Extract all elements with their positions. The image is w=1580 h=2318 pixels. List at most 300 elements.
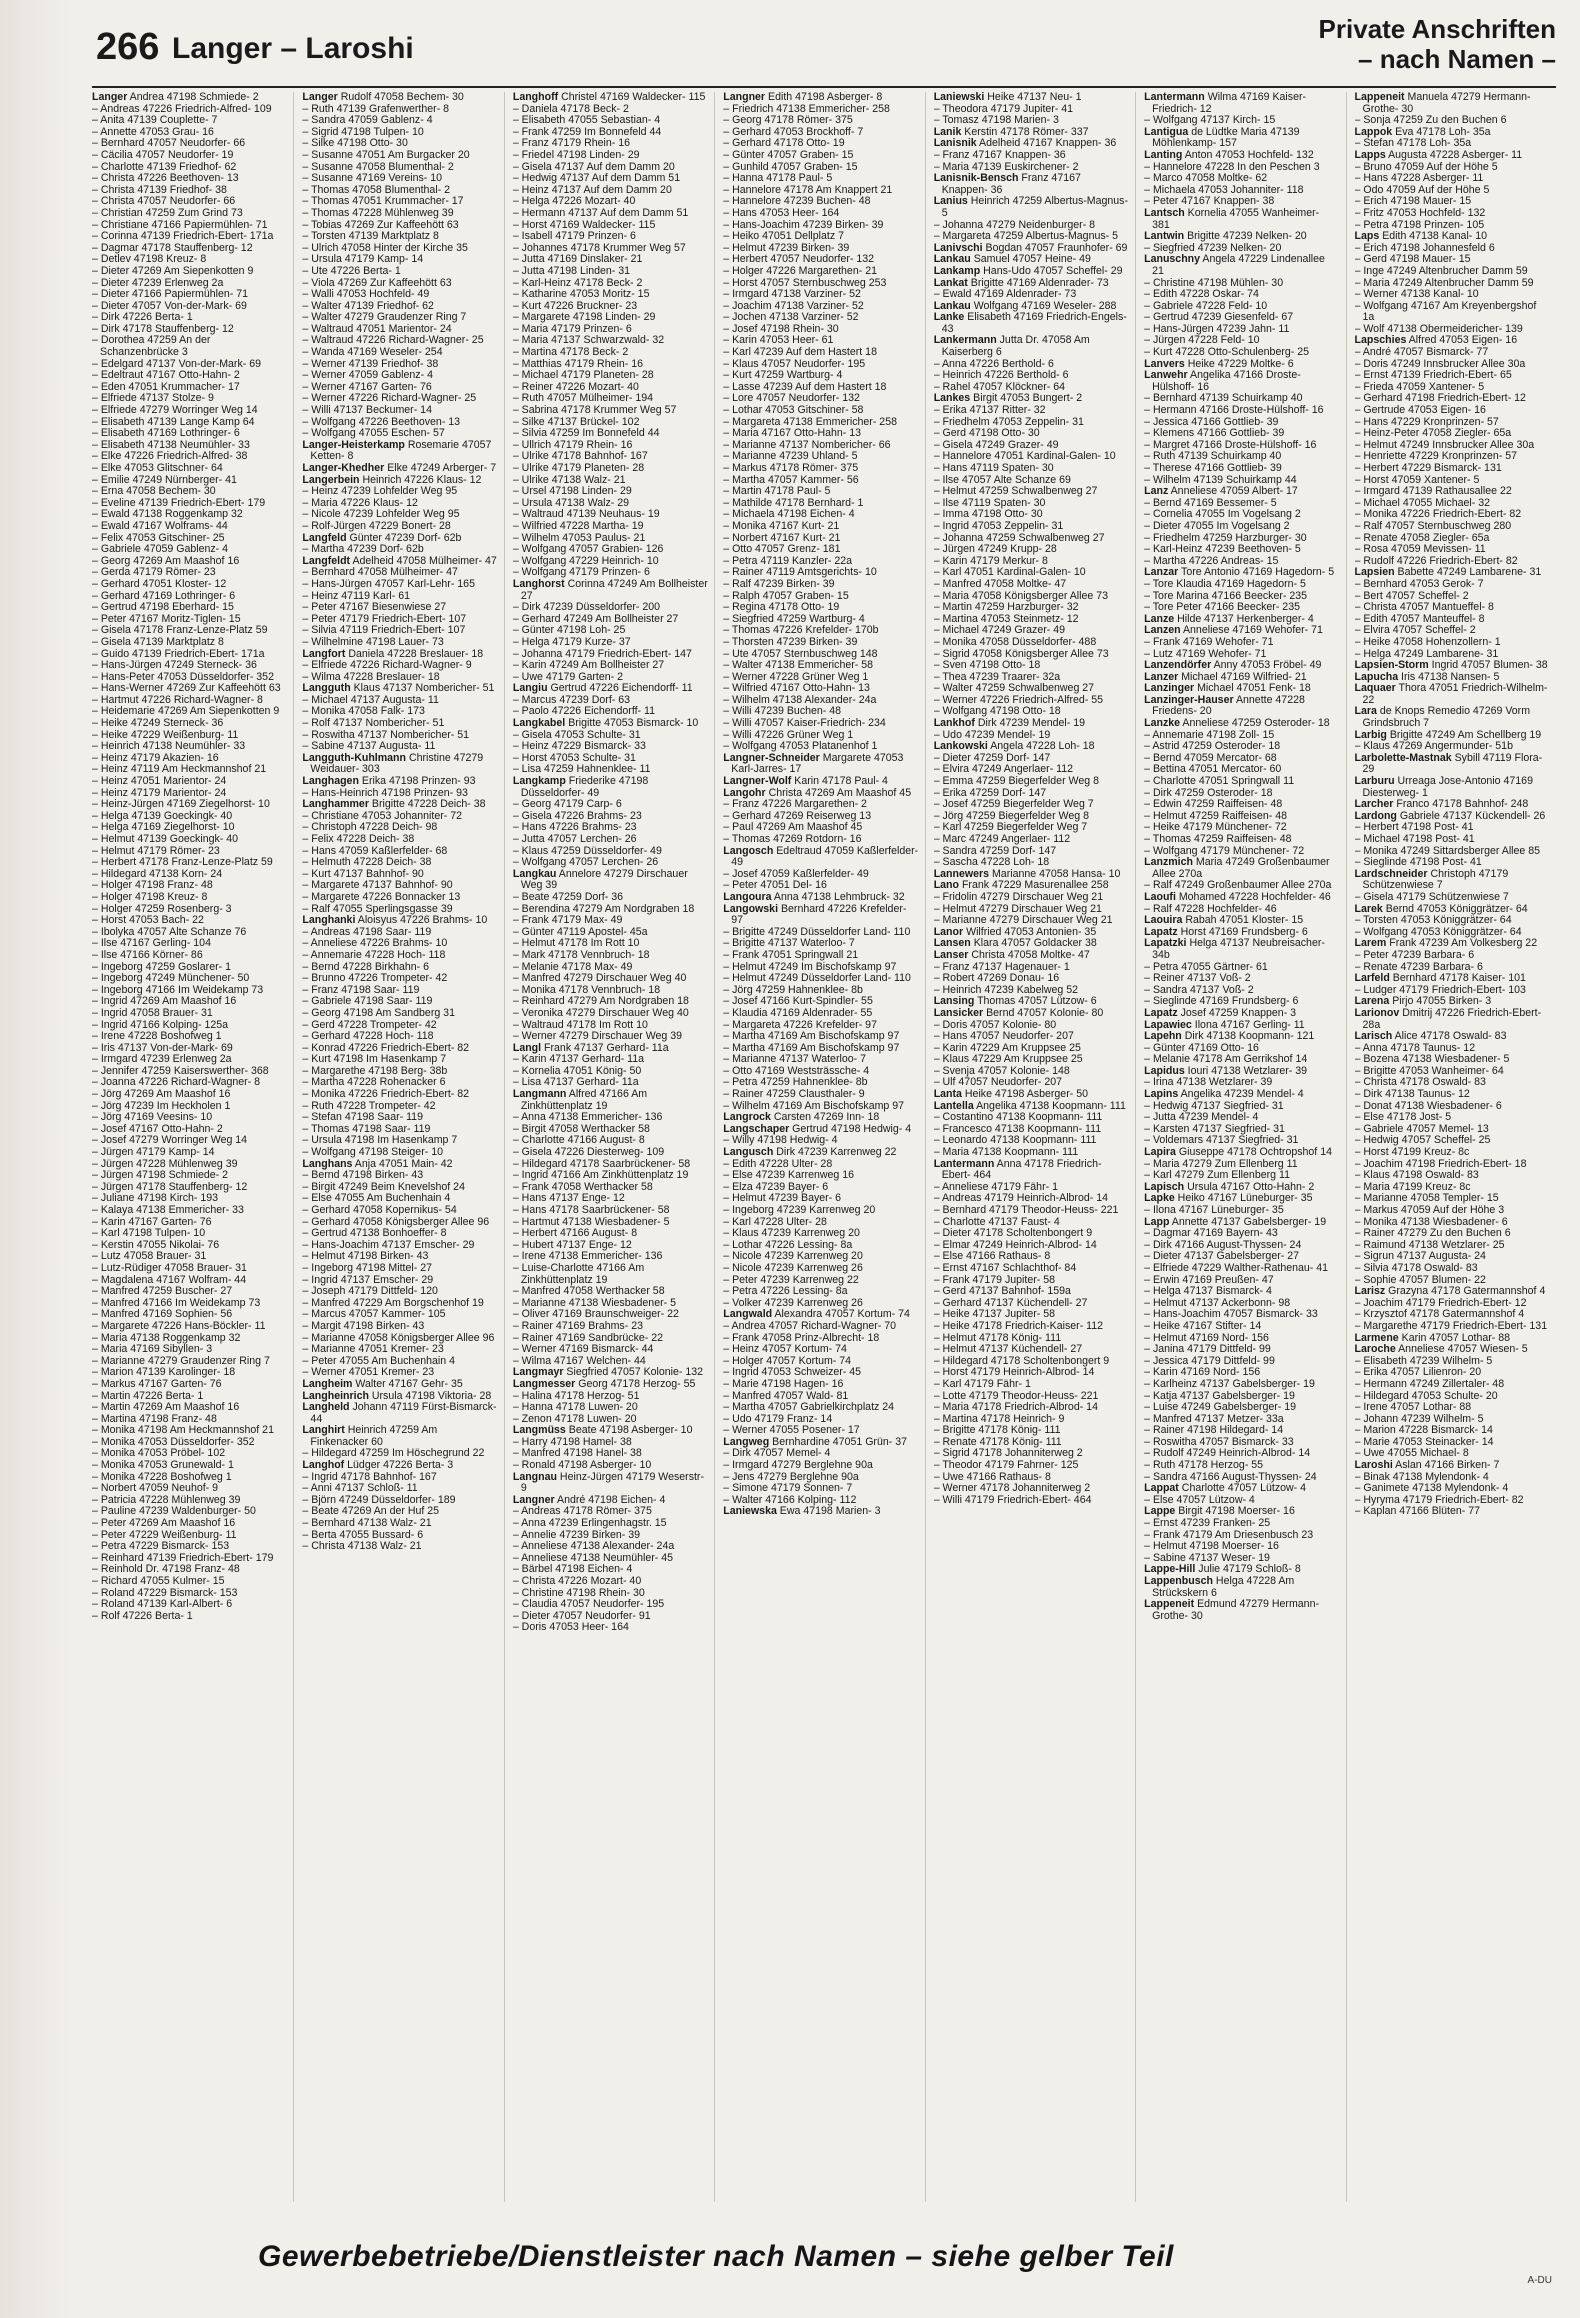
- directory-entry: – Bert 47057 Scheffel- 2: [1354, 589, 1469, 602]
- directory-entry: – Herbert 47229 Bismarck- 131: [1354, 462, 1502, 474]
- directory-entry: – Norbert 47167 Kurt- 21: [723, 531, 841, 544]
- directory-entry: – Herbert 47057 Neudorfer- 132: [723, 253, 875, 266]
- directory-entry: – Isabell 47179 Prinzen- 6: [512, 230, 636, 243]
- directory-entry: – Anita 47139 Couplette- 7: [92, 114, 218, 127]
- directory-entry: Langosch Edeltraud 47059 Kaßlerfelder- 49: [723, 844, 919, 869]
- directory-entry: – Johanna 47179 Friedrich-Ebert- 147: [512, 647, 692, 660]
- directory-entry: – Manfred 47058 Moltke- 47: [933, 577, 1067, 590]
- directory-entry: – Wilma 47167 Welchen- 44: [512, 1354, 646, 1367]
- directory-entry: Larisch Alice 47178 Oswald- 83: [1354, 1030, 1507, 1043]
- directory-entry: Lapucha Iris 47138 Nansen- 5: [1354, 670, 1500, 683]
- directory-entry: Langhammer Brigitte 47228 Deich- 38: [302, 798, 486, 811]
- directory-entry: Lano Frank 47229 Masurenallee 258: [933, 879, 1109, 892]
- directory-entry: – Klaus 47229 Am Kruppsee 25: [933, 1053, 1083, 1066]
- directory-entry: – Wilfried 47167 Otto-Hahn- 13: [723, 682, 870, 695]
- directory-entry: – Sigrun 47137 Augusta- 24: [1354, 1250, 1486, 1263]
- directory-entry: – Dirk 47166 August-Thyssen- 24: [1144, 1238, 1302, 1251]
- directory-entry: – Leonardo 47138 Koopmann- 111: [933, 1134, 1097, 1147]
- directory-entry: – Anneliese 47138 Neumühler- 45: [512, 1551, 674, 1564]
- directory-entry: – Gabriele 47057 Memel- 13: [1354, 1122, 1489, 1135]
- directory-entry: Lapawiec Ilona 47167 Gerling- 11: [1144, 1018, 1305, 1031]
- directory-entry: – Petra 47198 Prinzen- 105: [1354, 218, 1485, 231]
- directory-entry: – Ewald 47169 Aldenrader- 73: [933, 288, 1077, 301]
- directory-entry: – Gunhild 47057 Graben- 15: [723, 160, 858, 173]
- directory-entry: – Anneliese 47226 Brahms- 10: [302, 937, 448, 950]
- directory-entry: – Gabriele 47228 Feld- 10: [1144, 299, 1268, 312]
- directory-entry: – Friedhelm 47259 Harzburger- 30: [1144, 531, 1307, 544]
- directory-entry: – Werner 47226 Friedrich-Alfred- 55: [933, 693, 1104, 706]
- directory-entry: Larcher Franco 47178 Bahnhof- 248: [1354, 798, 1529, 811]
- directory-entry: – Bernhard 47053 Gerok- 7: [1354, 577, 1484, 590]
- directory-entry: – Jessica 47166 Gottlieb- 39: [1144, 415, 1279, 428]
- directory-entry: – Werner 47228 Grüner Weg 1: [723, 670, 869, 683]
- directory-entry: – Marianne 47058 Königsberger Allee 96: [302, 1331, 495, 1344]
- directory-entry: – Else 47057 Lützow- 4: [1144, 1493, 1255, 1506]
- directory-entry: – Elke 47053 Glitschner- 64: [92, 462, 223, 474]
- directory-entry: – Christa 47139 Friedhof- 38: [92, 183, 227, 196]
- directory-entry: – Simone 47179 Sonnen- 7: [723, 1482, 853, 1495]
- directory-entry: – Beate 47259 Dorf- 36: [512, 890, 623, 903]
- directory-entry: – Silvia 47178 Oswald- 83: [1354, 1261, 1478, 1274]
- directory-entry: – Zenon 47178 Luwen- 20: [512, 1412, 637, 1425]
- directory-entry: – Hans 47137 Enge- 12: [512, 1192, 625, 1205]
- directory-entry: – Thomas 47226 Krefelder- 170b: [723, 624, 879, 637]
- directory-entry: – Reinhard 47279 Am Nordgraben 18: [512, 995, 689, 1008]
- directory-entry: – Karin 47053 Heer- 61: [723, 334, 834, 347]
- directory-entry: Lanzinger-Hauser Annette 47228 Friedens- 20: [1144, 693, 1305, 718]
- directory-entry: – Martha 47169 Am Bischofskamp 97: [723, 1030, 900, 1043]
- directory-entry: Laroche Anneliese 47057 Wiesen- 5: [1354, 1343, 1528, 1356]
- directory-entry: – Ingrid 47058 Brauer- 31: [92, 1006, 213, 1019]
- directory-entry: – Eden 47051 Krummacher- 17: [92, 380, 240, 393]
- directory-entry: – Jörg 47259 Biegerfelder Weg 8: [933, 809, 1089, 822]
- directory-entry: – Irene 47057 Lothar- 88: [1354, 1401, 1472, 1414]
- directory-entry: – Ludger 47179 Friedrich-Ebert- 103: [1354, 983, 1526, 996]
- directory-entry: – Walter 47138 Emmericher- 58: [723, 659, 874, 672]
- directory-entry: Lapidus Iouri 47138 Wetzlarer- 39: [1144, 1064, 1308, 1077]
- directory-entry: – Waltraud 47178 Im Rott 10: [512, 1018, 648, 1031]
- directory-entry: – Peter 47167 Moritz-Tiglen- 15: [92, 612, 241, 625]
- directory-entry: – Bernd 47198 Birken- 43: [302, 1169, 424, 1182]
- directory-entry: – Thomas 47269 Rotdorn- 16: [723, 833, 862, 845]
- directory-entry: – Nicole 47239 Karrenweg 26: [723, 1261, 863, 1274]
- directory-entry: – Hans 47057 Neudorfer- 207: [933, 1030, 1074, 1043]
- directory-entry: – Francesco 47138 Koopmann- 111: [933, 1122, 1102, 1135]
- directory-entry: – Gerd 47198 Mauer- 15: [1354, 253, 1471, 266]
- directory-entry: – Andreas 47179 Heinrich-Albrod- 14: [933, 1192, 1109, 1205]
- directory-entry: – Elmar 47249 Heinrich-Albrod- 14: [933, 1238, 1097, 1251]
- directory-entry: – Gerhard 47058 Königsberger Allee 96: [302, 1215, 490, 1228]
- directory-entry: – Oliver 47169 Braunschweiger- 22: [512, 1308, 679, 1321]
- directory-entry: – Martin 47269 Am Maashof 16: [92, 1401, 240, 1414]
- directory-entry: – Peter 47239 Karrenweg 22: [723, 1273, 859, 1286]
- directory-entry: – Werner 47279 Dirschauer Weg 39: [512, 1030, 683, 1043]
- directory-entry: – Elisabeth 47055 Sebastian- 4: [512, 114, 661, 127]
- directory-entry: – Christa 47178 Oswald- 83: [1354, 1076, 1486, 1089]
- directory-entry: – Ulrike 47178 Bahnhof- 167: [512, 450, 648, 463]
- directory-entry: – Daniela 47178 Beck- 2: [512, 102, 629, 115]
- directory-entry: – Hans-Jürgen 47249 Sterneck- 36: [92, 659, 257, 672]
- directory-entry: – Edith 47057 Manteuffel- 8: [1354, 612, 1485, 625]
- directory-entry: – Christa 47226 Mozart- 40: [512, 1575, 642, 1587]
- directory-entry: Lankowski Angela 47228 Loh- 18: [933, 740, 1095, 753]
- directory-entry: – Marcus 47057 Kammer- 105: [302, 1308, 446, 1321]
- directory-entry: – Heinz 47119 Karl- 61: [302, 589, 410, 602]
- directory-entry: – Dieter 47269 Am Siepenkotten 9: [92, 264, 254, 277]
- directory-entry: Lappeneit Manuela 47279 Hermann-Grothe- 30: [1354, 92, 1531, 115]
- directory-entry: – Konrad 47226 Friedrich-Ebert- 82: [302, 1041, 470, 1054]
- directory-entry: Langheim Walter 47167 Gehr- 35: [302, 1377, 463, 1390]
- directory-entry: Langschaper Gertrud 47198 Hedwig- 4: [723, 1122, 912, 1135]
- directory-entry: Langner-Wolf Karin 47178 Paul- 4: [723, 775, 888, 788]
- directory-entry: – Waltraud 47051 Marientor- 24: [302, 322, 452, 335]
- directory-entry: – Peter 47167 Knappen- 38: [1144, 195, 1275, 208]
- directory-entry: – Thomas 47051 Krummacher- 17: [302, 195, 464, 208]
- directory-entry: – Johanna 47259 Schwalbenweg 27: [933, 531, 1105, 544]
- directory-entry: – Christian 47259 Zum Grind 73: [92, 206, 243, 219]
- directory-entry: – Ingrid 47269 Am Maashof 16: [92, 995, 237, 1008]
- directory-entry: – Reiner 47226 Mozart- 40: [512, 380, 639, 393]
- directory-entry: Lansing Thomas 47057 Lützow- 6: [933, 995, 1097, 1008]
- directory-entry: – Helmut 47259 Raiffeisen- 48: [1144, 809, 1288, 822]
- directory-entry: – Rainer 47259 Clausthaler- 9: [723, 1088, 865, 1101]
- directory-entry: – Bernd 47059 Mercator- 68: [1144, 751, 1277, 764]
- directory-entry: – Heinrich 47138 Neumühler- 33: [92, 740, 246, 753]
- directory-entry: Larena Pirjo 47055 Birken- 3: [1354, 995, 1492, 1008]
- directory-entry: – Horst 47057 Sternbuschweg 253: [723, 276, 887, 289]
- directory-entry: – Hermann 47249 Zillertaler- 48: [1354, 1377, 1505, 1390]
- directory-entry: – Wolfgang 47167 Am Kreyenbergshof 1a: [1354, 299, 1537, 324]
- directory-entry: – Hans 47119 Spaten- 30: [933, 462, 1054, 474]
- directory-entry: – Emma 47259 Biegerfelder Weg 8: [933, 775, 1099, 788]
- directory-entry: – Else 47178 Jost- 5: [1354, 1111, 1452, 1124]
- directory-entry: – Manfred 47198 Hanel- 38: [512, 1447, 642, 1460]
- directory-entry: – Margareta 47138 Emmericher- 258: [723, 415, 897, 428]
- directory-entry: – Erika 47057 Lilienron- 20: [1354, 1366, 1482, 1379]
- directory-entry: – Elza 47239 Bayer- 6: [723, 1180, 829, 1193]
- directory-entry: – Gisela 47178 Franz-Lenze-Platz 59: [92, 624, 268, 637]
- directory-entry: – Lothar 47053 Gitschiner- 58: [723, 404, 864, 417]
- directory-entry: – Elvira 47249 Angerlaer- 112: [933, 763, 1074, 776]
- directory-entry: – Walli 47053 Hochfeld- 49: [302, 288, 430, 301]
- directory-entry: – Voldemars 47137 Siegfried- 31: [1144, 1134, 1299, 1147]
- directory-entry: Langhagen Erika 47198 Prinzen- 93: [302, 775, 476, 788]
- directory-entry: – Harry 47198 Hamel- 38: [512, 1435, 632, 1448]
- directory-entry: – Michaela 47198 Eichen- 4: [723, 508, 855, 521]
- directory-entry: – Helmut 47249 Innsbrucker Allee 30a: [1354, 438, 1535, 451]
- directory-entry: – Doris 47053 Heer- 164: [512, 1621, 629, 1634]
- directory-entry: – Elfriede 47279 Worringer Weg 14: [92, 404, 258, 417]
- directory-entry: Lanze Hilde 47137 Herkenberger- 4: [1144, 612, 1314, 625]
- directory-entry: – Wanda 47169 Weseler- 254: [302, 346, 443, 359]
- directory-entry: – Bernhard 47057 Neudorfer- 66: [92, 137, 246, 150]
- page-number: 266: [96, 26, 160, 68]
- directory-entry: – Friedel 47198 Linden- 29: [512, 148, 640, 161]
- directory-entry: – Elisabeth 47139 Lange Kamp 64: [92, 415, 255, 428]
- directory-entry: – Andreas 47198 Saar- 119: [302, 925, 432, 938]
- directory-entry: Lanius Heinrich 47259 Albertus-Magnus- 5: [933, 195, 1128, 219]
- directory-entry: Lannewers Marianne 47058 Hansa- 10: [933, 867, 1121, 880]
- directory-entry: Langheinrich Ursula 47198 Viktoria- 28: [302, 1389, 492, 1402]
- directory-entry: – Manfred 47166 Im Weidekamp 73: [92, 1296, 261, 1309]
- directory-entry: – Hedwig 47137 Siegfried- 31: [1144, 1099, 1284, 1112]
- directory-entry: – Otto 47169 Weststrässche- 4: [723, 1064, 870, 1077]
- directory-entry: – Lasse 47239 Auf dem Hastert 18: [723, 380, 887, 393]
- directory-entry: – Bernhard 47179 Theodor-Heuss- 221: [933, 1204, 1119, 1216]
- directory-entry: – Klemens 47166 Gottlieb- 39: [1144, 427, 1285, 440]
- page-header: [0, 0, 1580, 92]
- directory-entry: Larionov Dmitrij 47226 Friedrich-Ebert- 28a: [1354, 1006, 1542, 1031]
- directory-entry: – Uwe 47179 Garten- 2: [512, 670, 623, 683]
- directory-entry: – Gisela 47053 Schulte- 31: [512, 728, 641, 741]
- directory-entry: – Guido 47139 Friedrich-Ebert- 171a: [92, 647, 265, 660]
- directory-entry: – Dirk 47226 Berta- 1: [92, 311, 193, 324]
- directory-entry: – Eveline 47139 Friedrich-Ebert- 179: [92, 496, 266, 509]
- directory-entry: – Friedhelm 47053 Zeppelin- 31: [933, 415, 1084, 428]
- directory-entry: – Gertrud 47138 Bonhoeffer- 8: [302, 1227, 447, 1240]
- directory-entry: – Ursula 47198 Im Hasenkamp 7: [302, 1134, 458, 1147]
- directory-column-4: [723, 92, 925, 2202]
- directory-entry: – Gisela 47139 Marktplatz 8: [92, 635, 224, 648]
- directory-entry: – Elvira 47057 Scheffel- 2: [1354, 624, 1476, 637]
- directory-entry: – Helmut 47239 Bayer- 6: [723, 1192, 842, 1205]
- directory-entry: – Bruno 47059 Auf der Höhe 5: [1354, 160, 1498, 173]
- directory-entry: – Wilma 47228 Breslauer- 18: [302, 670, 440, 683]
- directory-entry: – Robert 47269 Donau- 16: [933, 972, 1060, 985]
- directory-entry: – Franz 47167 Knappen- 36: [933, 148, 1066, 161]
- directory-entry: Lanzer Michael 47169 Wilfried- 21: [1144, 670, 1307, 683]
- directory-entry: – Dieter 47239 Erlenweg 2a: [92, 276, 224, 289]
- directory-entry: – Walter 47259 Schwalbenweg 27: [933, 682, 1095, 695]
- directory-entry: – Frieda 47059 Xantener- 5: [1354, 380, 1485, 393]
- directory-entry: – Brigitte 47249 Düsseldorfer Land- 110: [723, 925, 911, 938]
- directory-entry: – Marie 47198 Hagen- 16: [723, 1377, 844, 1390]
- directory-entry: – Wolfgang 47229 Heinrich- 10: [512, 554, 659, 567]
- directory-entry: – Else 47239 Karrenweg 16: [723, 1169, 855, 1182]
- directory-entry: – Horst 47053 Bach- 22: [92, 914, 204, 927]
- directory-entry: – Karl-Heinz 47239 Beethoven- 5: [1144, 543, 1301, 556]
- directory-entry: – Irmgard 47139 Rathausallee 22: [1354, 485, 1512, 498]
- directory-entry: – Sigrid 47198 Tulpen- 10: [302, 125, 424, 138]
- directory-entry: – Heinz 47239 Lohfelder Weg 95: [302, 485, 458, 498]
- directory-entry: – Monika 47058 Falk- 173: [302, 705, 425, 718]
- directory-entry: Lantiguа de Lüdtke Maria 47139 Möhlenkamp- 157: [1144, 125, 1300, 150]
- directory-entry: – Petra 47259 Hahnenklee- 8b: [723, 1076, 868, 1089]
- directory-entry: – Ingrid 47053 Schweizer- 45: [723, 1366, 862, 1379]
- directory-entry: – Margarethe 47179 Friedrich-Ebert- 131: [1354, 1319, 1548, 1332]
- directory-entry: – Dieter 47057 Von-der-Mark- 69: [92, 299, 247, 312]
- directory-entry: – Gerhard 47228 Hoch- 118: [302, 1030, 434, 1043]
- directory-entry: Lanor Wilfried 47053 Antonien- 35: [933, 925, 1097, 938]
- directory-entry: – Matthias 47179 Rhein- 16: [512, 357, 643, 370]
- directory-entry: Lapira Giuseppe 47178 Ochtropshof 14: [1144, 1146, 1332, 1159]
- directory-entry: – Dagmar 47178 Stauffenberg- 12: [92, 241, 253, 254]
- directory-entry: – Manfred 47169 Sophien- 56: [92, 1308, 233, 1321]
- directory-entry: – Wilhelm 47138 Alexander- 24a: [723, 693, 877, 706]
- directory-entry: – Doris 47249 Innsbrucker Allee 30a: [1354, 357, 1526, 370]
- directory-entry: – Joseph 47179 Dittfeld- 120: [302, 1285, 438, 1298]
- directory-entry: Lantwin Brigitte 47239 Nelken- 20: [1144, 230, 1307, 243]
- directory-entry: – Martha 47057 Kammer- 56: [723, 473, 859, 486]
- directory-entry: – Elisabeth 47138 Neumühler- 33: [92, 438, 250, 451]
- directory-entry: – Christa 47138 Walz- 21: [302, 1540, 422, 1553]
- directory-entry: – Marianne 47279 Dirschauer Weg 21: [933, 914, 1113, 927]
- directory-entry: Lankau Samuel 47057 Heine- 49: [933, 253, 1091, 266]
- directory-entry: – Annemarie 47228 Hoch- 118: [302, 948, 446, 961]
- directory-entry: – Monika 47226 Friedrich-Ebert- 82: [1354, 508, 1522, 521]
- directory-entry: – Annette 47053 Grau- 16: [92, 125, 214, 138]
- directory-entry: – Heinz 47179 Akazien- 16: [92, 751, 219, 764]
- directory-entry: – Maria 47167 Otto-Hahn- 13: [723, 427, 862, 440]
- directory-entry: – Charlotte 47139 Friedhof- 62: [92, 160, 237, 173]
- directory-entry: – Margarete 47226 Bonnacker 13: [302, 890, 461, 903]
- directory-entry: – Lothar 47226 Lessing- 8a: [723, 1238, 853, 1251]
- directory-entry: – Marion 47139 Karolinger- 18: [92, 1366, 236, 1379]
- directory-entry: – Monika 47053 Pröbel- 102: [92, 1447, 226, 1460]
- directory-entry: – Gerd 47137 Bahnhof- 159a: [933, 1285, 1071, 1298]
- directory-entry: – Marianne 47239 Uhland- 5: [723, 450, 858, 463]
- directory-entry: – Edeltraut 47167 Otto-Hahn- 2: [92, 369, 240, 382]
- directory-entry: – Roswitha 47057 Bismarck- 33: [1144, 1435, 1294, 1448]
- directory-entry: – Ronald 47198 Asberger- 10: [512, 1459, 652, 1472]
- directory-entry: Lanzendörfer Anny 47053 Fröbel- 49: [1144, 659, 1322, 672]
- directory-entry: – Elfriede 47229 Walther-Rathenau- 41: [1144, 1261, 1329, 1274]
- directory-entry: – Helga 47139 Goeckingk- 40: [92, 809, 233, 822]
- directory-entry: – Ruth 47178 Herzog- 55: [1144, 1459, 1264, 1472]
- directory-entry: – Jutta 47198 Linden- 31: [512, 264, 631, 277]
- directory-entry: – Gisela 47226 Diesterweg- 109: [512, 1146, 665, 1159]
- directory-entry: – Dieter 47055 Im Vogelsang 2: [1144, 519, 1290, 532]
- directory-entry: – Ralf 47057 Sternbuschweg 280: [1354, 519, 1512, 532]
- directory-entry: – Berendina 47279 Am Nordgraben 18: [512, 902, 695, 915]
- directory-entry: – Dorothea 47259 An der Schanzenbrücke 3: [92, 334, 211, 359]
- directory-entry: – Martina 47178 Heinrich- 9: [933, 1412, 1065, 1425]
- directory-entry: – Regina 47178 Otto- 19: [723, 601, 840, 614]
- directory-entry: – Luise 47249 Gabelsberger- 19: [1144, 1401, 1297, 1414]
- directory-entry: – Werner 47169 Bismarck- 44: [512, 1343, 654, 1356]
- directory-entry: – Iris 47137 Von-der-Mark- 69: [92, 1041, 233, 1054]
- directory-entry: – Maria 47137 Schwarzwald- 32: [512, 334, 665, 347]
- directory-entry: – Veronika 47279 Dirschauer Weg 40: [512, 1006, 689, 1019]
- directory-entry: – Waltraud 47139 Neuhaus- 19: [512, 508, 660, 521]
- directory-entry: – Maria 47138 Koopmann- 111: [933, 1146, 1079, 1159]
- directory-entry: – Gabriele 47198 Saar- 119: [302, 995, 433, 1008]
- directory-entry: – Maria 47138 Roggenkamp 32: [92, 1331, 241, 1344]
- directory-entry: – Herbert 47198 Post- 41: [1354, 821, 1474, 834]
- directory-entry: – Margarethe 47198 Berg- 38b: [302, 1064, 448, 1077]
- directory-entry: – Gerhard 47051 Kloster- 12: [92, 577, 227, 590]
- directory-entry: – Wolfgang 47179 Münchener- 72: [1144, 844, 1305, 857]
- directory-entry: – Helmut 47179 Römer- 23: [92, 844, 220, 857]
- directory-entry: – Dirk 47138 Taunus- 12: [1354, 1088, 1470, 1101]
- directory-entry: Lankhof Dirk 47239 Mendel- 19: [933, 717, 1086, 730]
- directory-entry: – Norbert 47059 Neuhof- 9: [92, 1482, 219, 1495]
- directory-entry: – Maria 47249 Altenbrucher Damm 59: [1354, 276, 1534, 289]
- directory-entry: Lanz Anneliese 47059 Albert- 17: [1144, 485, 1298, 498]
- directory-entry: – Horst 47179 Heinrich-Albrod- 14: [933, 1366, 1095, 1379]
- directory-entry: Lanzinger Michael 47051 Fenk- 18: [1144, 682, 1311, 695]
- directory-entry: – Rahel 47057 Klöckner- 64: [933, 380, 1066, 393]
- directory-entry: – Horst 47059 Xantener- 5: [1354, 473, 1480, 486]
- directory-entry: – Brigitte 47137 Waterloo- 7: [723, 937, 855, 950]
- directory-entry: – Josef 47259 Biegerfelder Weg 7: [933, 798, 1094, 811]
- directory-entry: – Mark 47178 Vennbruch- 18: [512, 948, 650, 961]
- directory-entry: – Heinz-Peter 47058 Ziegler- 65a: [1354, 427, 1512, 440]
- directory-entry: – Willy 47198 Hedwig- 4: [723, 1134, 838, 1147]
- directory-entry: – Markus 47178 Römer- 375: [723, 462, 859, 474]
- directory-entry: Langkau Annelore 47279 Dirschauer Weg 39: [512, 867, 688, 892]
- directory-entry: Langusch Dirk 47239 Karrenweg 22: [723, 1146, 897, 1159]
- directory-entry: Langowski Bernhard 47226 Krefelder- 97: [723, 902, 907, 927]
- directory-entry: – Kerstin 47055 Nikolai- 76: [92, 1238, 220, 1251]
- directory-entry: – Frank 47259 Im Bonnefeld 44: [512, 125, 662, 138]
- category-line-2: – nach Namen –: [1358, 44, 1556, 74]
- directory-entry: – Silke 47137 Brückel- 102: [512, 415, 640, 428]
- directory-entry: – Gerhard 47178 Otto- 19: [723, 137, 845, 150]
- directory-entry: – Ralf 47055 Sperlingsgasse 39: [302, 902, 453, 915]
- directory-entry: Langweg Bernhardine 47051 Grün- 37: [723, 1435, 907, 1448]
- directory-entry: – Renate 47239 Barbara- 6: [1354, 960, 1483, 973]
- directory-entry: – Wolfgang 47053 Platanenhof 1: [723, 740, 878, 753]
- directory-entry: – Karin 47169 Nord- 156: [1144, 1366, 1261, 1379]
- directory-entry: – Lisa 47137 Gerhard- 11a: [512, 1076, 639, 1089]
- directory-entry: – Cornelia 47055 Im Vogelsang 2: [1144, 508, 1301, 521]
- directory-entry: – Monika 47138 Wiesbadener- 6: [1354, 1215, 1508, 1228]
- directory-entry: – Erich 47198 Mauer- 15: [1354, 195, 1472, 208]
- directory-entry: – Maria 47058 Königsberger Allee 73: [933, 589, 1109, 602]
- directory-entry: – Franz 47226 Margarethen- 2: [723, 798, 867, 811]
- directory-entry: – Kurt 47226 Bruckner- 23: [512, 299, 638, 312]
- directory-entry: – Ilse 47166 Körner- 86: [92, 948, 203, 961]
- directory-entry: – Ingrid 47178 Bahnhof- 167: [302, 1470, 437, 1483]
- page-binding-shadow: [0, 0, 70, 2318]
- directory-entry: – Christa 47057 Neudorfer- 66: [92, 195, 236, 208]
- directory-entry: – Monika 47249 Sittardsberger Allee 85: [1354, 844, 1541, 857]
- directory-entry: – Stefan 47178 Loh- 35a: [1354, 137, 1472, 150]
- directory-entry: – Manfred 47057 Wald- 81: [723, 1389, 849, 1402]
- directory-entry: – Martha 47057 Gabrielkirchplatz 24: [723, 1401, 895, 1414]
- directory-entry: – Heike 47229 Weißenburg- 11: [92, 728, 239, 741]
- directory-entry: – Walter 47279 Graudenzer Ring 7: [302, 311, 467, 324]
- directory-entry: – Paul 47269 Am Maashof 45: [723, 821, 863, 834]
- directory-entry: – Hans-Joachim 47137 Emscher- 29: [302, 1238, 475, 1251]
- directory-entry: – Nicole 47239 Karrenweg 20: [723, 1250, 863, 1263]
- directory-entry: – Helmuth 47228 Deich- 38: [302, 856, 432, 869]
- directory-entry: – Bettina 47051 Mercator- 60: [1144, 763, 1282, 776]
- directory-entry: – Gerd 47228 Trompeter- 42: [302, 1018, 437, 1031]
- directory-entry: – Erika 47259 Dorf- 147: [933, 786, 1047, 799]
- directory-entry: – Cäcilia 47057 Neudorfer- 19: [92, 148, 234, 161]
- directory-column-3: [513, 92, 715, 2202]
- directory-entry: – Josef 47198 Rhein- 30: [723, 322, 839, 335]
- directory-entry: – Werner 47055 Posener- 17: [723, 1424, 860, 1437]
- directory-entry: – Donat 47138 Wiesbadener- 6: [1354, 1099, 1502, 1112]
- directory-entry: Lanuschny Angela 47229 Lindenallee 21: [1144, 253, 1325, 277]
- directory-entry: – Karl 47179 Fähr- 1: [933, 1377, 1031, 1390]
- directory-entry: – Hartmut 47138 Wiesbadener- 5: [512, 1215, 670, 1228]
- directory-entry: – Heinz 47137 Auf dem Damm 20: [512, 183, 672, 196]
- directory-entry: – Ulrike 47138 Walz- 21: [512, 473, 626, 486]
- directory-entry: – Josef 47167 Otto-Hahn- 2: [92, 1122, 223, 1135]
- directory-entry: Lanivschi Bogdan 47057 Fraunhofer- 69: [933, 241, 1128, 254]
- directory-entry: – Gisela 47226 Brahms- 23: [512, 809, 642, 822]
- directory-entry: – Kaplan 47166 Blüten- 77: [1354, 1505, 1480, 1518]
- directory-column-1: [92, 92, 294, 2202]
- directory-entry: – Thorsten 47239 Birken- 39: [723, 635, 858, 648]
- directory-entry: – Magdalena 47167 Wolfram- 44: [92, 1273, 247, 1286]
- directory-entry: – Willi 47239 Buchen- 48: [723, 705, 842, 718]
- directory-entry: – Theodor 47179 Fahrner- 125: [933, 1459, 1079, 1472]
